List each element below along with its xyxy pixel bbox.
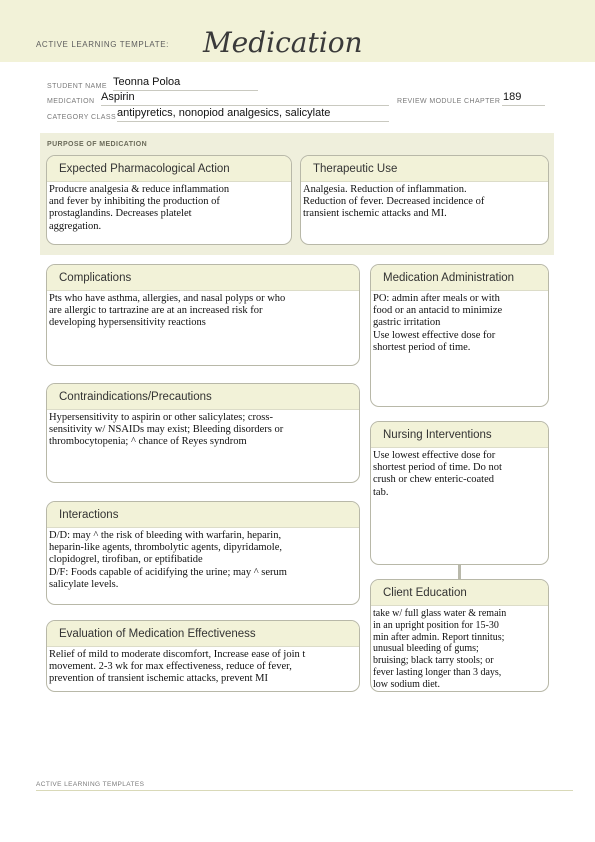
therapeutic-use-text[interactable]: Analgesia. Reduction of inflammation. Reduction of fever. Decreased incidence of transient ischemic attacks and MI. — [303, 184, 485, 220]
contraindications-heading: Contraindications/Precautions — [47, 384, 359, 410]
box-connector — [458, 565, 461, 579]
client-education-heading: Client Education — [371, 580, 548, 606]
complications-box — [46, 264, 360, 366]
page-title: Medication — [203, 26, 363, 59]
category-class-label: CATEGORY CLASS — [47, 114, 117, 121]
expected-action-box — [46, 155, 292, 245]
review-module-chapter-underline — [502, 105, 545, 106]
medication-value[interactable]: Aspirin — [101, 91, 135, 103]
contraindications-text[interactable]: Hypersensitivity to aspirin or other salicylates; cross- sensitivity w/ NSAIDs may exist; Bleeding disorders or thrombocytopenia; ^ chance of Reyes syndrom — [49, 412, 284, 448]
complications-heading: Complications — [47, 265, 359, 291]
category-class-value[interactable]: antipyretics, nonopiod analgesics, salicylate — [117, 107, 331, 119]
review-module-chapter-value[interactable]: 189 — [503, 91, 522, 103]
student-name-value[interactable]: Teonna Poloa — [113, 76, 181, 88]
review-module-chapter-label: REVIEW MODULE CHAPTER — [397, 98, 501, 105]
template-header — [0, 0, 595, 62]
medication-underline — [101, 105, 389, 106]
nursing-interventions-box — [370, 421, 549, 565]
client-education-box — [370, 579, 549, 692]
purpose-title: PURPOSE OF MEDICATION — [47, 141, 148, 148]
medication-label: MEDICATION — [47, 98, 95, 105]
nursing-interventions-heading: Nursing Interventions — [371, 422, 548, 448]
template-label: ACTIVE LEARNING TEMPLATE: — [36, 40, 169, 49]
therapeutic-use-box — [300, 155, 549, 245]
complications-text[interactable]: Pts who have asthma, allergies, and nasal polyps or who are allergic to tartrazine are at an increased risk for developing hypersensitivity reactions — [49, 293, 286, 329]
administration-text[interactable]: PO: admin after meals or with food or an antacid to minimize gastric irritation Use lowest effective dose for shortest period of time. — [373, 293, 503, 353]
administration-heading: Medication Administration — [371, 265, 548, 291]
nursing-interventions-text[interactable]: Use lowest effective dose for shortest period of time. Do not crush or chew enteric-coated tab. — [373, 450, 502, 498]
expected-action-text[interactable]: Producre analgesia & reduce inflammation and fever by inhibiting the production of prostaglandins. Decreases platelet aggregation. — [49, 184, 230, 232]
footer-label: ACTIVE LEARNING TEMPLATES — [36, 781, 145, 788]
administration-box — [370, 264, 549, 407]
footer-divider — [36, 790, 573, 791]
evaluation-box — [46, 620, 360, 692]
client-education-text[interactable]: take w/ full glass water & remain in an upright position for 15-30 min after admin. Report tinnitus; unusual bleeding of gums; bruising; black tarry stools; or fever lasting longer than 3 days, low sodium diet. — [373, 608, 507, 690]
evaluation-heading: Evaluation of Medication Effectiveness — [47, 621, 359, 647]
student-name-underline — [113, 90, 258, 91]
student-name-label: STUDENT NAME — [47, 83, 107, 90]
therapeutic-use-heading: Therapeutic Use — [301, 156, 548, 182]
contraindications-box — [46, 383, 360, 483]
interactions-text[interactable]: D/D: may ^ the risk of bleeding with warfarin, heparin, heparin-like agents, thrombolytic agents, dipyridamole, clopidogrel, tirofiban, or eptifibatide D/F: Foods capable of acidifying the urine; may ^ serum salicylate levels. — [49, 530, 287, 590]
expected-action-heading: Expected Pharmacological Action — [47, 156, 291, 182]
interactions-heading: Interactions — [47, 502, 359, 528]
interactions-box — [46, 501, 360, 605]
evaluation-text[interactable]: Relief of mild to moderate discomfort, Increase ease of join t movement. 2-3 wk for max effectiveness, reduce of fever, prevention of transient ischemic attacks, prevent MI — [49, 649, 306, 685]
category-class-underline — [117, 121, 389, 122]
